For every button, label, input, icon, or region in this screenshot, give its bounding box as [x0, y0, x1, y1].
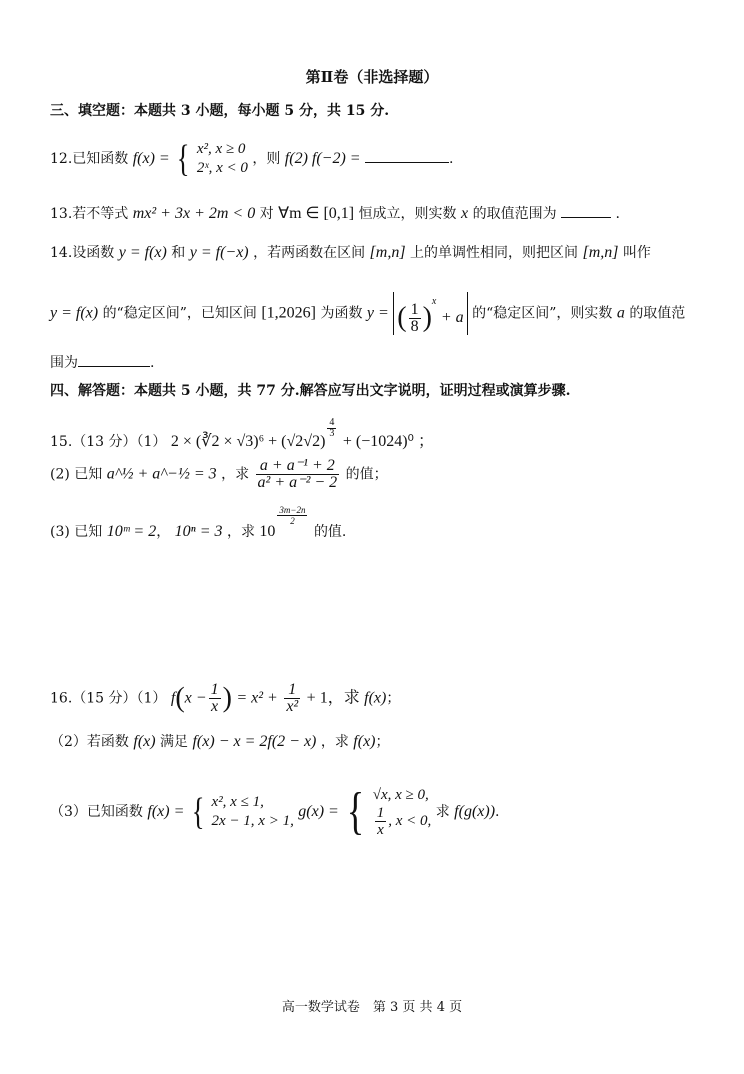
q14-answer-blank[interactable]	[78, 352, 150, 367]
q16-gc2-rest: , x < 0,	[388, 812, 432, 829]
q16-gc2-num: 1	[376, 805, 385, 821]
q12-prefix: 12.已知函数	[50, 151, 129, 167]
q15-p3-mid: ，求	[226, 524, 255, 540]
q14-exp: x	[431, 296, 437, 307]
q12-end: .	[449, 151, 454, 167]
q15-p2-fraction	[256, 458, 340, 491]
q16-r-num: 1	[284, 682, 300, 699]
page-footer: 高一数学试卷 第 3 页 共 4 页	[281, 1000, 463, 1015]
q14-rparen: )	[422, 302, 432, 333]
q14-p3: ，若两函数在区间	[253, 245, 366, 261]
q16-f-brace: {	[191, 791, 205, 833]
q16-r-den: x²	[286, 698, 299, 715]
question-15-part3: (3) 已知 10ᵐ = 2， 10ⁿ = 3 ，求 10 $\frac{3m-2n}{2}$ 的值.	[50, 505, 347, 540]
q14-num: 1	[410, 300, 419, 318]
q15-p3-head: (3) 已知	[50, 524, 103, 540]
q14-p9: 的取值范	[629, 305, 686, 322]
question-14-line2	[50, 292, 685, 335]
q12-cases	[197, 140, 248, 178]
question-13	[50, 203, 620, 224]
q13-condition: ∀m ∈ [0,1]	[278, 205, 355, 222]
q13-suffix: 的取值范围为	[472, 206, 557, 222]
q16-p2-head: （2）若函数	[50, 734, 129, 750]
q15-exponent	[327, 418, 336, 439]
q14-int1: [m,n]	[369, 244, 406, 261]
q16-f-cases	[212, 793, 294, 831]
q14-p2: 和	[171, 245, 186, 261]
q16-p3-fg: f(g(x))	[454, 803, 496, 820]
q16-eq: = x² +	[236, 689, 278, 707]
q14-yeq: y =	[366, 304, 389, 322]
q15-p3-eden: 2	[290, 516, 295, 526]
q16-arg-num: 1	[210, 681, 219, 698]
q15-p2-mid: ，求	[221, 466, 250, 483]
question-15-part1	[50, 418, 434, 452]
q15-expr1b: + (−1024)⁰ ；	[342, 433, 434, 450]
q16-fx: f(x)	[364, 689, 387, 707]
q15-p2-cond: a^½ + a^−½ = 3	[106, 465, 217, 483]
q14-p4: 上的单调性相同，则把区间	[410, 245, 579, 261]
q16-g-brace: {	[347, 783, 365, 840]
q16-g-cases	[373, 786, 432, 838]
q16-gc2-frac	[375, 805, 387, 838]
q15-expr1: 2 × (∛2 × √3)⁶ + (√2√2)	[170, 433, 326, 450]
q14-p1: 14.设函数	[50, 245, 115, 261]
q14-den: 8	[410, 317, 419, 335]
q16-p3-head: （3）已知函数	[50, 804, 143, 820]
q16-fc2: 2x − 1, x > 1,	[211, 813, 294, 829]
q16-p3-end: .	[495, 804, 500, 820]
question-16-part2	[50, 732, 390, 752]
q12-expr: f(2) f(−2) =	[284, 150, 361, 167]
q16-arg: x −	[184, 689, 207, 707]
q13-mid1: 对	[259, 206, 274, 222]
q13-prefix: 13.若不等式	[50, 206, 129, 222]
q13-end: .	[615, 206, 620, 222]
q15-p2-head: (2) 已知	[50, 466, 103, 483]
q14-p5: 叫作	[622, 245, 651, 261]
q16-p3-f: f(x) =	[147, 803, 185, 820]
q16-lparen: (	[175, 682, 185, 714]
q16-semi: ；	[386, 690, 401, 707]
q12-func: f(x) =	[132, 150, 170, 167]
q16-arg-den: x	[211, 698, 219, 715]
q14-int2: [m,n]	[582, 244, 619, 261]
q14-p7: 为函数	[320, 305, 363, 322]
fill-in-section-header: 三、填空题：本题共 3 小题，每小题 5 分，共 15 分.	[50, 103, 390, 119]
q16-gc2	[373, 805, 432, 838]
q15-p3-end: 的值.	[313, 524, 347, 540]
q13-mid2: 恒成立，则实数	[358, 206, 457, 222]
q14-lparen: (	[397, 302, 407, 333]
q16-p2-ask: ，求	[320, 734, 349, 750]
q14-p8: 的“稳定区间”，则实数	[472, 305, 613, 322]
question-16-part1	[50, 682, 400, 715]
q16-p2-fx: f(x)	[133, 733, 156, 750]
q15-exp-num: 4	[329, 417, 335, 428]
question-12	[50, 140, 454, 178]
q14-abs-expr	[393, 292, 467, 335]
q12-answer-blank[interactable]	[365, 148, 449, 163]
q15-p3-base: 10	[259, 523, 276, 540]
question-15-part2	[50, 458, 388, 491]
q14-var: a	[616, 304, 625, 322]
q14-end: .	[150, 355, 155, 371]
q16-head: 16.（15 分）（1）	[50, 690, 167, 707]
q16-r-frac	[284, 682, 300, 715]
q16-p2-fx2: f(x)	[353, 733, 376, 750]
q15-p2-den: a² + a⁻² − 2	[257, 474, 338, 491]
q15-p3-exponent	[277, 505, 307, 526]
q14-plus-a: + a	[440, 309, 464, 326]
q14-f1: y = f(x)	[118, 244, 167, 261]
q15-exp-den: 3	[329, 428, 335, 439]
q15-p3-c2: 10ⁿ = 3	[174, 523, 223, 540]
q12-brace: {	[176, 138, 190, 180]
q15-p3-c1: 10ᵐ = 2	[106, 523, 157, 540]
question-16-part3	[50, 783, 500, 840]
q14-p6: 的“稳定区间”，已知区间	[102, 305, 257, 322]
q15-p2-num: a + a⁻¹ + 2	[256, 458, 340, 475]
q14-f2: y = f(−x)	[189, 244, 249, 261]
q13-inequality: mx² + 3x + 2m < 0	[132, 205, 256, 222]
q16-fc1: x², x ≤ 1,	[211, 794, 264, 810]
q14-p10: 围为	[50, 355, 78, 371]
q16-p3-g: g(x) =	[298, 803, 339, 820]
question-14-line3	[50, 352, 154, 373]
q15-p2-end: 的值；	[345, 466, 388, 483]
q16-p2-end: ；	[375, 734, 390, 750]
q16-p3-ask: 求	[435, 804, 450, 820]
q16-f: f	[170, 689, 176, 707]
q16-tail: + 1，求	[306, 689, 360, 707]
q12-mid: ，则	[252, 151, 281, 167]
section-ii-title: 第Ⅱ卷（非选择题）	[305, 68, 439, 86]
solution-section-header: 四、解答题：本题共 5 小题，共 77 分.解答应写出文字说明，证明过程或演算步骤.	[50, 383, 571, 399]
q16-p2-mid: 满足	[160, 734, 189, 750]
q14-fraction	[409, 302, 421, 335]
q13-var: x	[461, 205, 469, 222]
q16-rparen: )	[222, 682, 232, 714]
q15-p3-enum: 3m−2n	[279, 505, 306, 515]
q14-f3: y = f(x)	[50, 304, 99, 322]
q12-case1: x², x ≥ 0	[196, 141, 246, 157]
q16-gc2-den: x	[377, 822, 384, 838]
q12-case2: 2ˣ, x < 0	[196, 160, 248, 176]
q16-gc1: √x, x ≥ 0,	[372, 787, 429, 803]
q16-arg-frac	[209, 682, 221, 715]
q16-p2-eq: f(x) − x = 2f(2 − x)	[192, 733, 317, 750]
question-14-line1	[50, 243, 651, 263]
q13-answer-blank[interactable]	[561, 203, 611, 218]
q15-head: 15.（13 分）（1）	[50, 434, 167, 450]
q14-int3: [1,2026]	[261, 304, 316, 322]
